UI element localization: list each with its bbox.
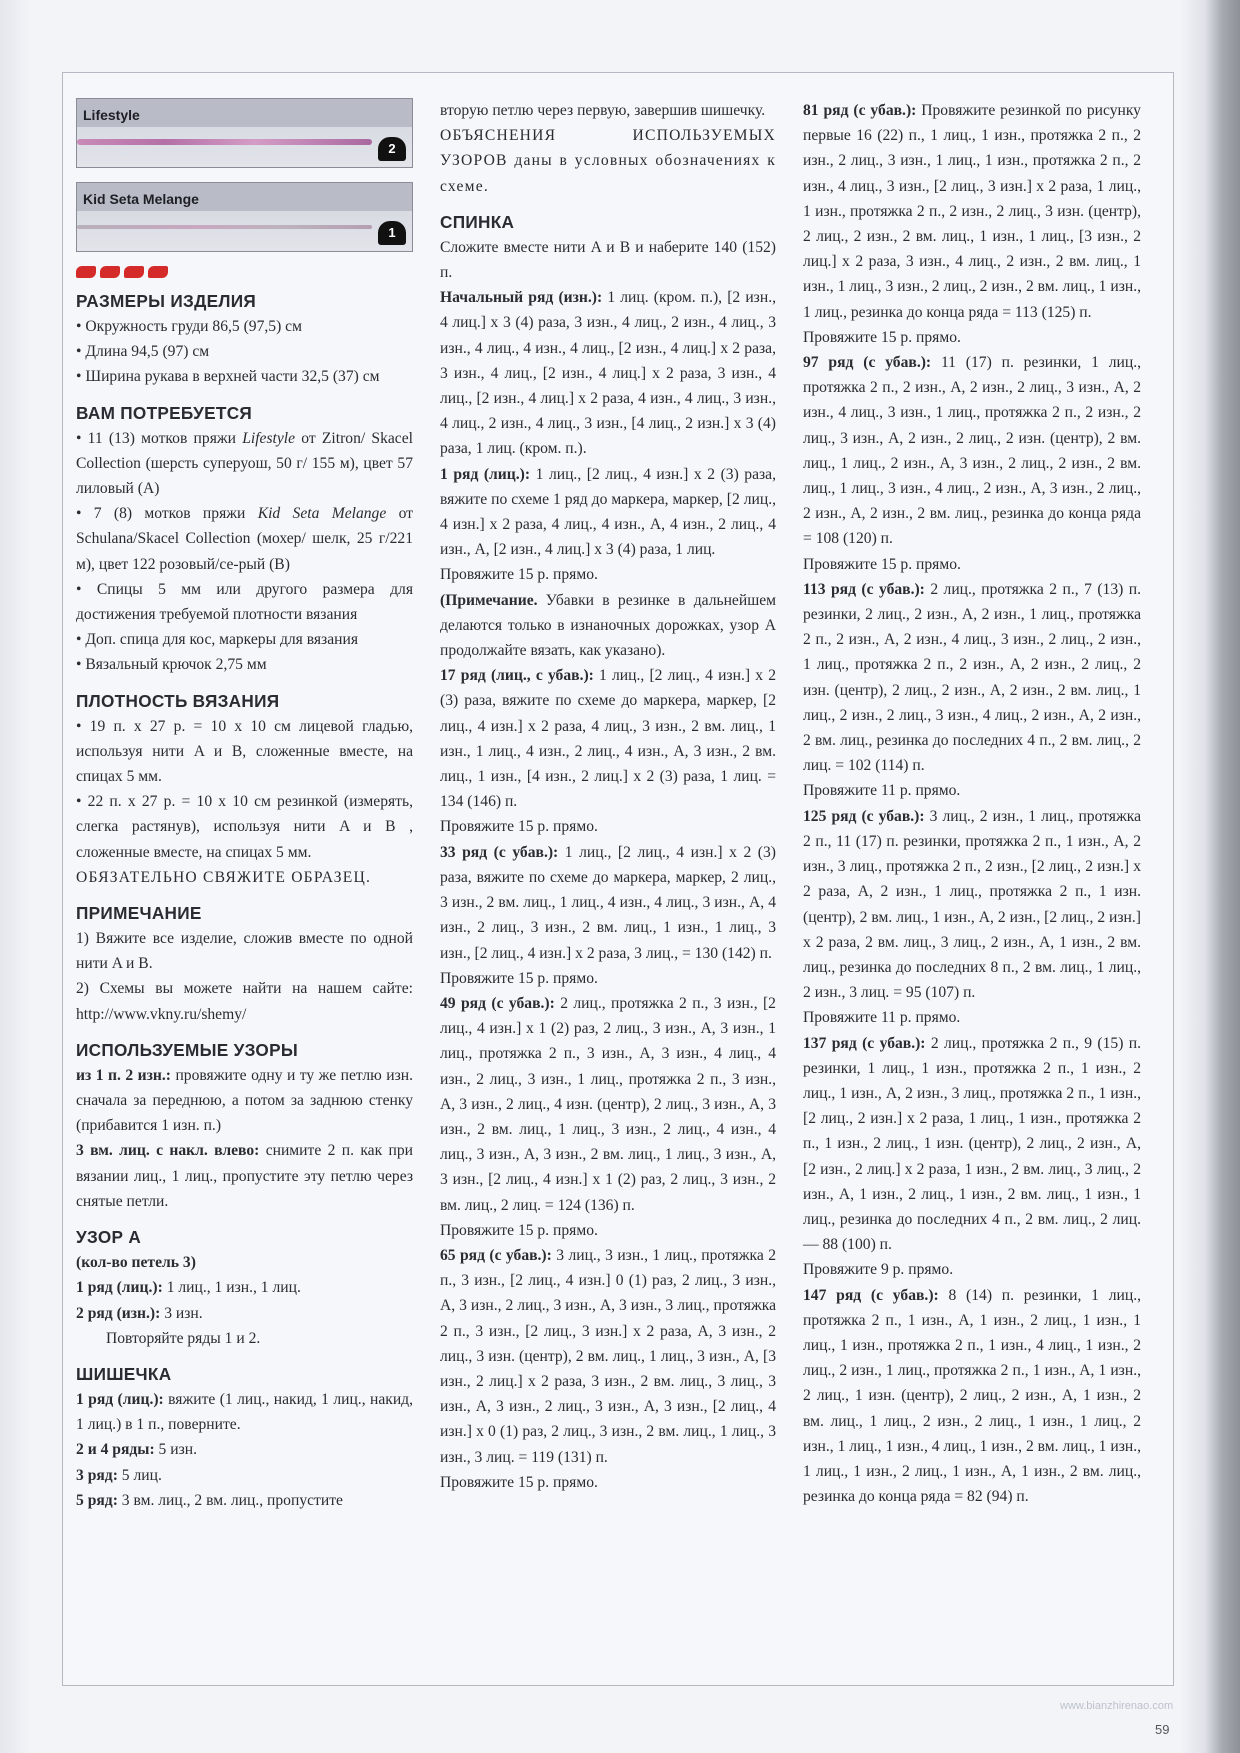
size-item: • Окружность груди 86,5 (97,5) см	[76, 318, 302, 335]
back-instructions-cont	[803, 98, 1141, 1509]
material-item: • 11 (13) мотков пряжи Lifestyle от Zitron/ Skacel Collection (шерсть суперуош, 50 г/ 155 м), цвет 57 лиловый (A)	[76, 429, 413, 498]
column-1	[76, 98, 413, 1513]
instruction-paragraph: Провяжите 11 р. прямо.	[803, 1009, 961, 1027]
column-2	[440, 98, 776, 1495]
instruction-paragraph: 81 ряд (с убав.): Провяжите резинкой по рисунку первые 16 (22) п., 1 лиц., 1 изн., протяжка 2 п., 2 изн., 2 лиц., 3 изн., 1 лиц., 1 изн., протяжка 2 п., 2 изн., 4 лиц., 3 изн., [2 лиц., 3 изн.] х 2 раза, 1 лиц., 1 изн., протяжка 2 п., 2 изн., 2 лиц., 3 изн. (центр), 2 лиц., 2 изн., 2 вм. лиц., 1 изн., 1 лиц., [3 изн., 2 лиц.] х 2 раза, 3 изн., 4 лиц., 2 изн., 2 вм. лиц., 1 изн., 1 лиц., 3 изн., 2 лиц., 2 изн., 2 вм. лиц., 1 изн., 1 лиц., резинка до конца ряда = 113 (125) п.	[803, 102, 1141, 321]
instruction-paragraph: Провяжите 9 р. прямо.	[803, 1261, 954, 1279]
sizes-heading: РАЗМЕРЫ ИЗДЕЛИЯ	[76, 291, 257, 311]
gauge-heading: ПЛОТНОСТЬ ВЯЗАНИЯ	[76, 690, 280, 711]
material-item: • 7 (8) мотков пряжи Kid Seta Melange от Schulana/Skacel Collection (мохер/ шелк, 25 г/221 м), цвет 122 розовый/се-рый (B)	[76, 505, 413, 573]
note-heading: ПРИМЕЧАНИЕ	[76, 903, 202, 924]
instruction-paragraph: Провяжите 15 р. прямо.	[440, 969, 598, 987]
instruction-paragraph: (Примечание. Убавки в резинке в дальнейшем делаются только в изнаночных дорожках, узор А продолжайте вязать, как указано).	[440, 591, 776, 660]
shish-row: 3 ряд: 5 лиц.	[76, 1466, 162, 1484]
instruction-paragraph: Сложите вместе нити A и B и наберите 140 (152) п.	[440, 238, 776, 282]
instruction-paragraph: Провяжите 11 р. прямо.	[803, 782, 961, 800]
material-item: • Вязальный крючок 2,75 мм	[76, 656, 267, 674]
instruction-paragraph: Провяжите 15 р. прямо.	[440, 818, 598, 836]
instruction-paragraph: 49 ряд (с убав.): 2 лиц., протяжка 2 п., 3 изн., [2 лиц., 4 изн.] х 1 (2) раз, 2 лиц., 3 изн., A, 3 изн., 1 лиц., протяжка 2 п., 3 изн., A, 3 изн., 4 лиц., 4 изн., 2 лиц., 3 изн., 1 лиц., протяжка 2 п., 3 изн., A, 3 изн., 2 лиц., 4 изн. (центр), 2 лиц., 3 изн., A, 3 изн., 2 вм. лиц., 1 лиц., 3 изн., 2 лиц., 4 изн., 4 лиц., 3 изн., A, 3 изн., 2 вм. лиц., 1 лиц., 3 изн., A, 3 изн., [2 лиц., 4 изн.] х 1 (2) раз, 2 лиц., 3 изн., 2 вм. лиц., 2 лиц. = 124 (136) п.	[440, 994, 776, 1214]
instruction-paragraph: 113 ряд (с убав.): 2 лиц., протяжка 2 п., 7 (13) п. резинки, 2 лиц., 2 изн., A, 2 изн., 1 лиц., протяжка 2 п., 2 изн., A, 2 изн., 4 лиц., 3 изн., 2 лиц., 2 изн., 1 лиц., протяжка 2 п., 2 изн., A, 2 изн., 2 лиц., 2 изн. (центр), 2 лиц., 2 изн., A, 2 изн., 2 вм. лиц., 1 лиц., 2 изн., 2 лиц., 3 изн., 4 лиц., 2 изн., A, 2 изн., 2 вм. лиц., резинка до последних 4 п., 2 вм. лиц., 2 лиц. = 102 (114) п.	[803, 580, 1142, 775]
instruction-paragraph: 147 ряд (с убав.): 8 (14) п. резинки, 1 лиц., протяжка 2 п., 1 изн., A, 1 изн., 2 лиц., 1 изн., 1 лиц., 1 изн., протяжка 2 п., 1 изн., 4 лиц., 1 изн., 2 лиц., 2 изн., 1 лиц., протяжка 2 п., 1 изн., A, 1 изн., 2 лиц., 1 изн. (центр), 2 лиц., 2 изн., A, 1 изн., 2 вм. лиц., 1 лиц., 2 изн., 2 лиц., 1 изн., 1 лиц., 2 изн., 1 лиц., 1 изн., 4 лиц., 1 изн., 2 вм. лиц., 1 изн., 1 лиц., 1 изн., 2 лиц., 1 изн., A, 1 изн., 2 вм. лиц., резинка до конца ряда = 82 (94) п.	[803, 1286, 1141, 1506]
gauge-item: • 19 п. х 27 р. = 10 х 10 см лицевой гладью, используя нити A и B, сложенные вместе, на спицах 5 мм.	[76, 717, 413, 786]
materials-heading: ВАМ ПОТРЕБУЕТСЯ	[76, 402, 253, 423]
gauge-item: • 22 п. х 27 р. = 10 х 10 см резинкой (измерять, слегка растянув), используя нити A и B , сложенные вместе, на спицах 5 мм.	[76, 793, 413, 861]
instruction-paragraph: Провяжите 15 р. прямо.	[440, 1221, 598, 1239]
material-item: • Доп. спица для кос, маркеры для вязания	[76, 631, 359, 649]
yarn-sample-kid-seta	[76, 182, 413, 252]
instruction-paragraph: 17 ряд (лиц., с убав.): 1 лиц., [2 лиц., 4 изн.] х 2 (3) раза, вяжите по схеме до маркера, маркер, [2 лиц., 4 изн.] х 2 раза, 4 лиц., 3 изн., 2 вм. лиц., 1 изн., 1 лиц., 4 изн., 2 лиц., 4 изн., A, 3 изн., 2 вм. лиц., 1 изн., [4 изн., 2 лиц.] х 2 (3) раза, 1 лиц. = 134 (146) п.	[440, 667, 776, 811]
instruction-paragraph: 137 ряд (с убав.): 2 лиц., протяжка 2 п., 9 (15) п. резинки, 1 лиц., 1 изн., протяжка 2 п., 1 изн., 2 лиц., 1 изн., A, 2 изн., 3 лиц., протяжка 2 п., 1 изн., [2 лиц., 2 изн.] х 2 раза, 1 лиц., 1 изн., протяжка 2 п., 1 изн., 2 лиц., 1 изн. (центр), 2 лиц., 2 изн., A, [2 изн., 2 лиц.] х 2 раза, 1 изн., 2 вм. лиц., 3 лиц., 2 изн., A, 1 изн., 2 лиц., 1 изн., 2 вм. лиц., 1 изн., 1 лиц., резинка до последних 4 п., 2 вм. лиц., 2 лиц. — 88 (100) п.	[803, 1034, 1142, 1254]
shish-heading: ШИШЕЧКА	[76, 1363, 172, 1384]
instruction-paragraph: Провяжите 15 р. прямо.	[803, 328, 961, 346]
uzor-row: 1 ряд (лиц.): 1 лиц., 1 изн., 1 лиц.	[76, 1279, 301, 1297]
gauge-note: ОБЯЗАТЕЛЬНО СВЯЖИТЕ ОБРАЗЕЦ.	[76, 868, 372, 886]
instruction-paragraph: Провяжите 15 р. прямо.	[440, 1473, 598, 1491]
watermark: www.bianzhirenao.com	[1060, 1700, 1174, 1712]
instruction-paragraph: Начальный ряд (изн.): 1 лиц. (кром. п.), [2 изн., 4 лиц.] х 3 (4) раза, 3 изн., 4 лиц., 2 изн., 4 лиц., 3 изн., 4 лиц., 4 изн., 4 лиц., [2 изн., 4 лиц.] х 2 раза, 3 изн., 4 лиц., [2 изн., 4 лиц.] х 2 раза, 3 изн., 4 лиц., [2 изн., 4 лиц.] х 2 раза, 4 изн., 4 лиц., 3 изн., 4 лиц., 2 изн., 4 лиц., 3 изн., [4 лиц., 2 изн.] х 3 (4) раза, 1 лиц. (кром. п.).	[440, 289, 776, 458]
instruction-paragraph: 97 ряд (с убав.): 11 (17) п. резинки, 1 лиц., протяжка 2 п., 2 изн., A, 2 изн., 2 лиц., 3 изн., A, 2 изн., 4 лиц., 3 изн., 1 лиц., протяжка 2 п., 2 изн., 2 лиц., 3 изн., A, 2 изн., 2 лиц., 2 изн. (центр), 2 вм. лиц., 1 лиц., 2 изн., A, 3 изн., 2 лиц., 2 изн., 2 вм. лиц., 1 лиц., 3 изн., 4 лиц., 2 изн., A, 3 изн., 2 лиц., 2 изн., A, 2 изн., 2 вм. лиц., резинка до конца ряда = 108 (120) п.	[803, 354, 1141, 548]
shish-row: 2 и 4 ряды: 5 изн.	[76, 1441, 197, 1459]
back-instructions	[440, 235, 776, 1495]
uzor-row: 2 ряд (изн.): 3 изн.	[76, 1304, 203, 1322]
continued-text: вторую петлю через первую, завершив шишечку.	[440, 102, 766, 119]
yarn-strand-grey	[77, 225, 372, 229]
shish-row: 1 ряд (лиц.): вяжите (1 лиц., накид, 1 лиц., накид, 1 лиц.) в 1 п., поверните.	[76, 1390, 413, 1434]
instruction-paragraph: Провяжите 15 р. прямо.	[803, 555, 961, 573]
yarn-weight-badge: 1	[378, 221, 406, 245]
material-item: • Спицы 5 мм или другого размера для достижения требуемой плотности вязания	[76, 580, 413, 624]
pattern-def: 3 вм. лиц. с накл. влево: снимите 2 п. как при вязании лиц., 1 лиц., пропустите эту петлю через снятые петли.	[76, 1142, 413, 1210]
instruction-paragraph: 1 ряд (лиц.): 1 лиц., [2 лиц., 4 изн.] х 2 (3) раза, вяжите по схеме 1 ряд до маркера, маркер, [2 лиц., 4 изн.] х 2 раза, 4 лиц., 4 изн., A, 4 изн., 2 лиц., 4 изн., A, [2 изн., 4 лиц.] х 3 (4) раза, 1 лиц.	[440, 465, 776, 559]
yarn-weight-badge: 2	[378, 137, 406, 161]
uzor-subtitle: (кол-во петель 3)	[76, 1254, 196, 1272]
shish-row: 5 ряд: 3 вм. лиц., 2 вм. лиц., пропустите	[76, 1491, 343, 1509]
page-number: 59	[1155, 1722, 1170, 1737]
size-item: • Длина 94,5 (97) см	[76, 343, 210, 361]
note-item: 1) Вяжите все изделие, сложив вместе по одной нити A и B.	[76, 930, 413, 973]
back-heading: СПИНКА	[440, 211, 515, 232]
instruction-paragraph: 65 ряд (с убав.): 3 лиц., 3 изн., 1 лиц., протяжка 2 п., 3 изн., [2 лиц., 4 изн.] 0 (1) раз, 2 лиц., 3 изн., A, 3 изн., 2 лиц., 3 изн., A, 3 изн., 3 лиц., протяжка 2 п., 3 изн., [2 лиц., 3 изн.] х 2 раза, A, 3 изн., 2 лиц., 3 изн. (центр), 2 вм. лиц., 1 лиц., 3 изн., A, [3 изн., 2 лиц.] х 2 раза, 3 изн., 2 вм. лиц., 3 лиц., 3 изн., A, 3 изн., 2 лиц., 3 изн., A, 3 изн., [2 лиц., 4 изн.] х 0 (1) раз, 2 лиц., 3 изн., 2 вм. лиц., 1 лиц., 3 изн., 3 лиц. = 119 (131) п.	[440, 1246, 777, 1466]
yarn-name: Kid Seta Melange	[83, 191, 199, 207]
instruction-paragraph: 125 ряд (с убав.): 3 лиц., 2 изн., 1 лиц., протяжка 2 п., 11 (17) п. резинки, протяжка 2 п., 1 изн., A, 2 изн., 3 лиц., протяжка 2 п., 2 изн., [2 лиц., 2 изн.] х 2 раза, A, 2 изн., 1 лиц., протяжка 2 п., 1 изн. (центр), 2 вм. лиц., 1 изн., A, 2 изн., [2 лиц., 2 изн.] х 2 раза, 2 вм. лиц., 3 лиц., 2 изн., A, 1 изн., 2 вм. лиц., резинка до последних 8 п., 2 вм. лиц., 1 лиц., 2 изн., 3 лиц. = 95 (107) п.	[803, 807, 1141, 1002]
pattern-def: из 1 п. 2 изн.: провяжите одну и ту же петлю изн. сначала за переднюю, а потом за заднюю стенку (прибавится 1 изн. п.)	[76, 1066, 413, 1135]
explain-text: ОБЪЯСНЕНИЯ ИСПОЛЬЗУЕМЫХ УЗОРОВ даны в условных обозначениях к схеме.	[440, 127, 776, 195]
size-item: • Ширина рукава в верхней части 32,5 (37) см	[76, 368, 380, 386]
uzor-repeat: Повторяйте ряды 1 и 2.	[106, 1329, 261, 1347]
instruction-paragraph: 33 ряд (с убав.): 1 лиц., [2 лиц., 4 изн.] х 2 (3) раза, вяжите по схеме до маркера, маркер, 2 лиц., 3 изн., 2 вм. лиц., 1 лиц., 4 изн., 4 лиц., 3 изн., A, 4 изн., 2 лиц., 3 изн., 2 вм. лиц., 1 изн., 1 лиц., 3 изн., [2 лиц., 4 изн.] х 2 раза, 3 лиц., = 130 (142) п.	[440, 843, 776, 962]
uzor-heading: УЗОР А	[76, 1227, 142, 1248]
note-item: 2) Схемы вы можете найти на нашем сайте: http://www.vkny.ru/shemy/	[76, 980, 413, 1023]
yarn-name: Lifestyle	[83, 107, 140, 123]
yarn-sample-lifestyle	[76, 98, 413, 168]
yarn-strand-pink	[77, 139, 372, 145]
patterns-heading: ИСПОЛЬЗУЕМЫЕ УЗОРЫ	[76, 1039, 298, 1060]
difficulty-bars	[76, 266, 413, 278]
instruction-paragraph: Провяжите 15 р. прямо.	[440, 566, 598, 584]
column-3	[803, 98, 1141, 1509]
